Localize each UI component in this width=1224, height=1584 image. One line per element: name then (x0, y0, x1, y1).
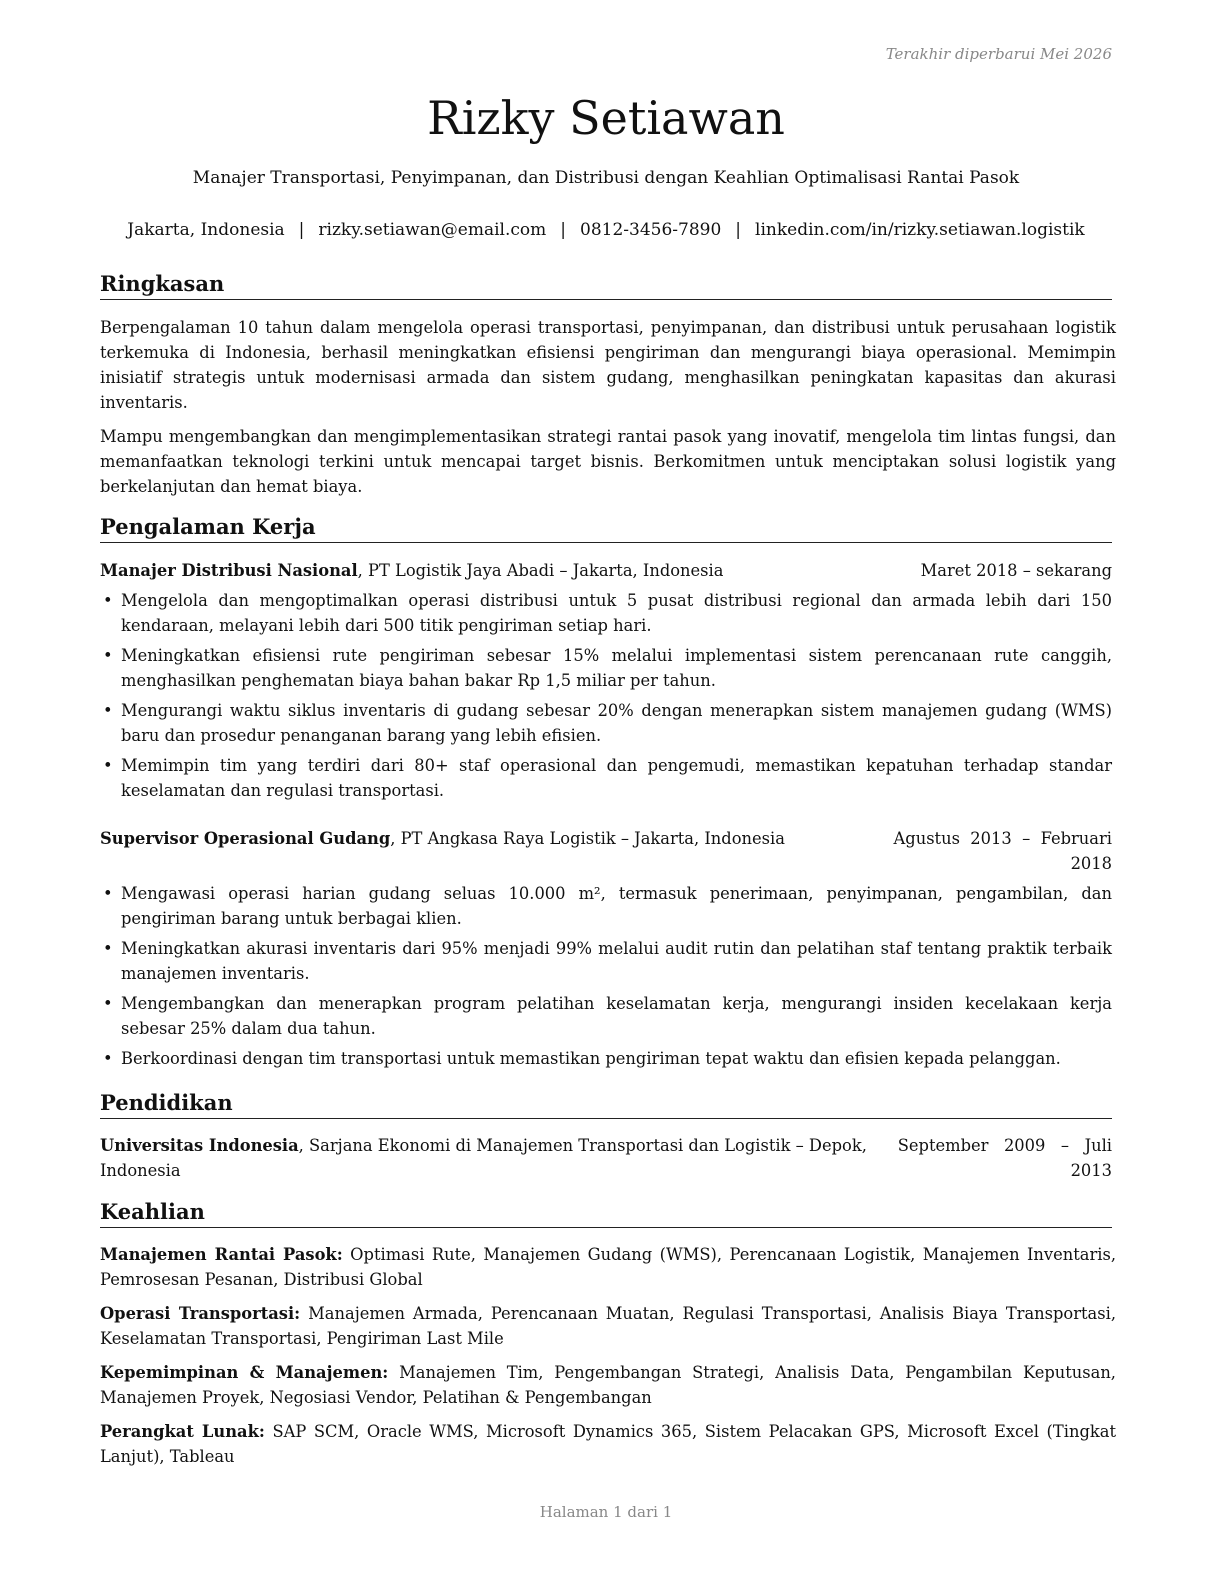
bullet-icon: • (103, 884, 113, 903)
skill-group-label: Operasi Transportasi: (100, 1304, 301, 1323)
job-title: Supervisor Operasional Gudang (100, 829, 391, 848)
skill-group-label: Perangkat Lunak: (100, 1422, 265, 1441)
education-entry (100, 1133, 1112, 1183)
bullet-icon: • (103, 646, 113, 665)
bullet-text: Meningkatkan efisiensi rute pengiriman sebesar 15% melalui implementasi sistem perencanaan rute canggih, menghasilkan penghematan biaya bahan bakar Rp 1,5 miliar per tahun. (121, 646, 1112, 690)
list-item (100, 991, 1112, 1041)
skill-group-items: Manajemen Tim, Pengembangan Strategi, Analisis Data, Pengambilan Keputusan, Manajemen Proyek, Negosiasi Vendor, Pelatihan & Pengembangan (100, 1363, 1116, 1407)
bullet-text: Berkoordinasi dengan tim transportasi untuk memastikan pengiriman tepat waktu dan efisien kepada pelanggan. (121, 1049, 1061, 1068)
skill-group-items: Optimasi Rute, Manajemen Gudang (WMS), Perencanaan Logistik, Manajemen Inventaris, Pemrosesan Pesanan, Distribusi Global (100, 1245, 1117, 1289)
bullet-icon: • (103, 1049, 113, 1068)
bullet-text: Mengembangkan dan menerapkan program pelatihan keselamatan kerja, mengurangi insiden kecelakaan kerja sebesar 25% dalam dua tahun. (121, 994, 1112, 1038)
job-dates (894, 826, 1112, 876)
contact-separator: | (560, 220, 567, 240)
bullet-icon: • (103, 591, 113, 610)
section-heading-summary: Ringkasan (100, 271, 1112, 300)
section-heading-experience: Pengalaman Kerja (100, 514, 1112, 543)
job-header (100, 558, 1112, 583)
job-dates-line: 2018 (1070, 854, 1112, 873)
skill-group (100, 1360, 1116, 1410)
education-dates-line: September 2009 – Juli (897, 1136, 1112, 1155)
bullet-icon: • (103, 994, 113, 1013)
skill-group-label: Manajemen Rantai Pasok: (100, 1245, 343, 1264)
contact-location: Jakarta, Indonesia (127, 220, 285, 240)
list-item (100, 588, 1112, 638)
list-item (100, 881, 1112, 931)
bullet-icon: • (103, 756, 113, 775)
section-heading-education: Pendidikan (100, 1090, 1112, 1119)
job-bullet-list (100, 881, 1112, 1076)
list-item (100, 643, 1112, 693)
candidate-name: Rizky Setiawan (427, 91, 785, 145)
bullet-text: Mengawasi operasi harian gudang seluas 10.000 m², termasuk penerimaan, penyimpanan, pengambilan, dan pengiriman barang untuk berbagai klien. (121, 884, 1112, 928)
bullet-text: Mengurangi waktu siklus inventaris di gudang sebesar 20% dengan menerapkan sistem manajemen gudang (WMS) baru dan prosedur penanganan barang yang lebih efisien. (121, 701, 1112, 745)
resume-page (100, 0, 1117, 1584)
contact-separator: | (298, 220, 305, 240)
list-item (100, 698, 1112, 748)
section-heading-skills: Keahlian (100, 1199, 1112, 1228)
page-number-footer: Halaman 1 dari 1 (539, 1503, 673, 1521)
education-dates (898, 1133, 1112, 1183)
bullet-text: Mengelola dan mengoptimalkan operasi distribusi untuk 5 pusat distribusi regional dan armada lebih dari 150 kendaraan, melayani lebih dari 500 titik pengiriman setiap hari. (121, 591, 1112, 635)
summary-paragraph: Berpengalaman 10 tahun dalam mengelola operasi transportasi, penyimpanan, dan distribusi untuk perusahaan logistik terkemuka di Indonesia, berhasil meningkatkan efisiensi pengiriman dan mengurangi biaya operasional. Memimpin inisiatif strategis untuk modernisasi armada dan sistem gudang, menghasilkan peningkatan kapasitas dan akurasi inventaris. (100, 318, 1116, 412)
bullet-icon: • (103, 939, 113, 958)
contact-separator: | (735, 220, 742, 240)
skill-group-items: SAP SCM, Oracle WMS, Microsoft Dynamics 365, Sistem Pelacakan GPS, Microsoft Excel (Tingkat Lanjut), Tableau (100, 1422, 1117, 1466)
job-bullet-list (100, 588, 1112, 808)
skill-group-items: Manajemen Armada, Perencanaan Muatan, Regulasi Transportasi, Analisis Biaya Transportasi, Keselamatan Transportasi, Pengiriman Last Mile (100, 1304, 1117, 1348)
skill-group (100, 1242, 1116, 1292)
contact-line (80, 220, 1132, 240)
contact-email-link[interactable]: rizky.setiawan@email.com (318, 220, 547, 240)
contact-linkedin-link[interactable]: linkedin.com/in/rizky.setiawan.logistik (755, 220, 1085, 240)
bullet-icon: • (103, 701, 113, 720)
education-degree-cont: Indonesia (100, 1161, 181, 1180)
job-company: , PT Logistik Jaya Abadi – Jakarta, Indonesia (357, 561, 724, 580)
bullet-text: Memimpin tim yang terdiri dari 80+ staf operasional dan pengemudi, memastikan kepatuhan terhadap standar keselamatan dan regulasi transportasi. (121, 756, 1112, 800)
list-item (100, 936, 1112, 986)
summary-paragraph: Mampu mengembangkan dan mengimplementasikan strategi rantai pasok yang inovatif, mengelola tim lintas fungsi, dan memanfaatkan teknologi terkini untuk mencapai target bisnis. Berkomitmen untuk menciptakan solusi logistik yang berkelanjutan dan hemat biaya. (100, 427, 1116, 496)
education-dates-line: 2013 (1070, 1161, 1112, 1180)
contact-phone: 0812-3456-7890 (580, 220, 722, 240)
job-company: , PT Angkasa Raya Logistik – Jakarta, Indonesia (390, 829, 785, 848)
education-school: Universitas Indonesia (100, 1136, 299, 1155)
last-updated-note: Terakhir diperbarui Mei 2026 (885, 45, 1112, 63)
list-item (100, 1046, 1112, 1071)
skill-group (100, 1419, 1116, 1469)
bullet-text: Meningkatkan akurasi inventaris dari 95% menjadi 99% melalui audit rutin dan pelatihan staf tentang praktik terbaik manajemen inventaris. (121, 939, 1112, 983)
skill-group (100, 1301, 1116, 1351)
professional-headline: Manajer Transportasi, Penyimpanan, dan Distribusi dengan Keahlian Optimalisasi Rantai Pasok (192, 168, 1020, 188)
education-degree: , Sarjana Ekonomi di Manajemen Transportasi dan Logistik – Depok, (298, 1136, 867, 1155)
list-item (100, 753, 1112, 803)
job-dates-line: Agustus 2013 – Februari (893, 829, 1112, 848)
skill-group-label: Kepemimpinan & Manajemen: (100, 1363, 389, 1382)
job-header (100, 826, 1112, 873)
job-dates: Maret 2018 – sekarang (920, 561, 1112, 580)
job-title: Manajer Distribusi Nasional (100, 561, 358, 580)
